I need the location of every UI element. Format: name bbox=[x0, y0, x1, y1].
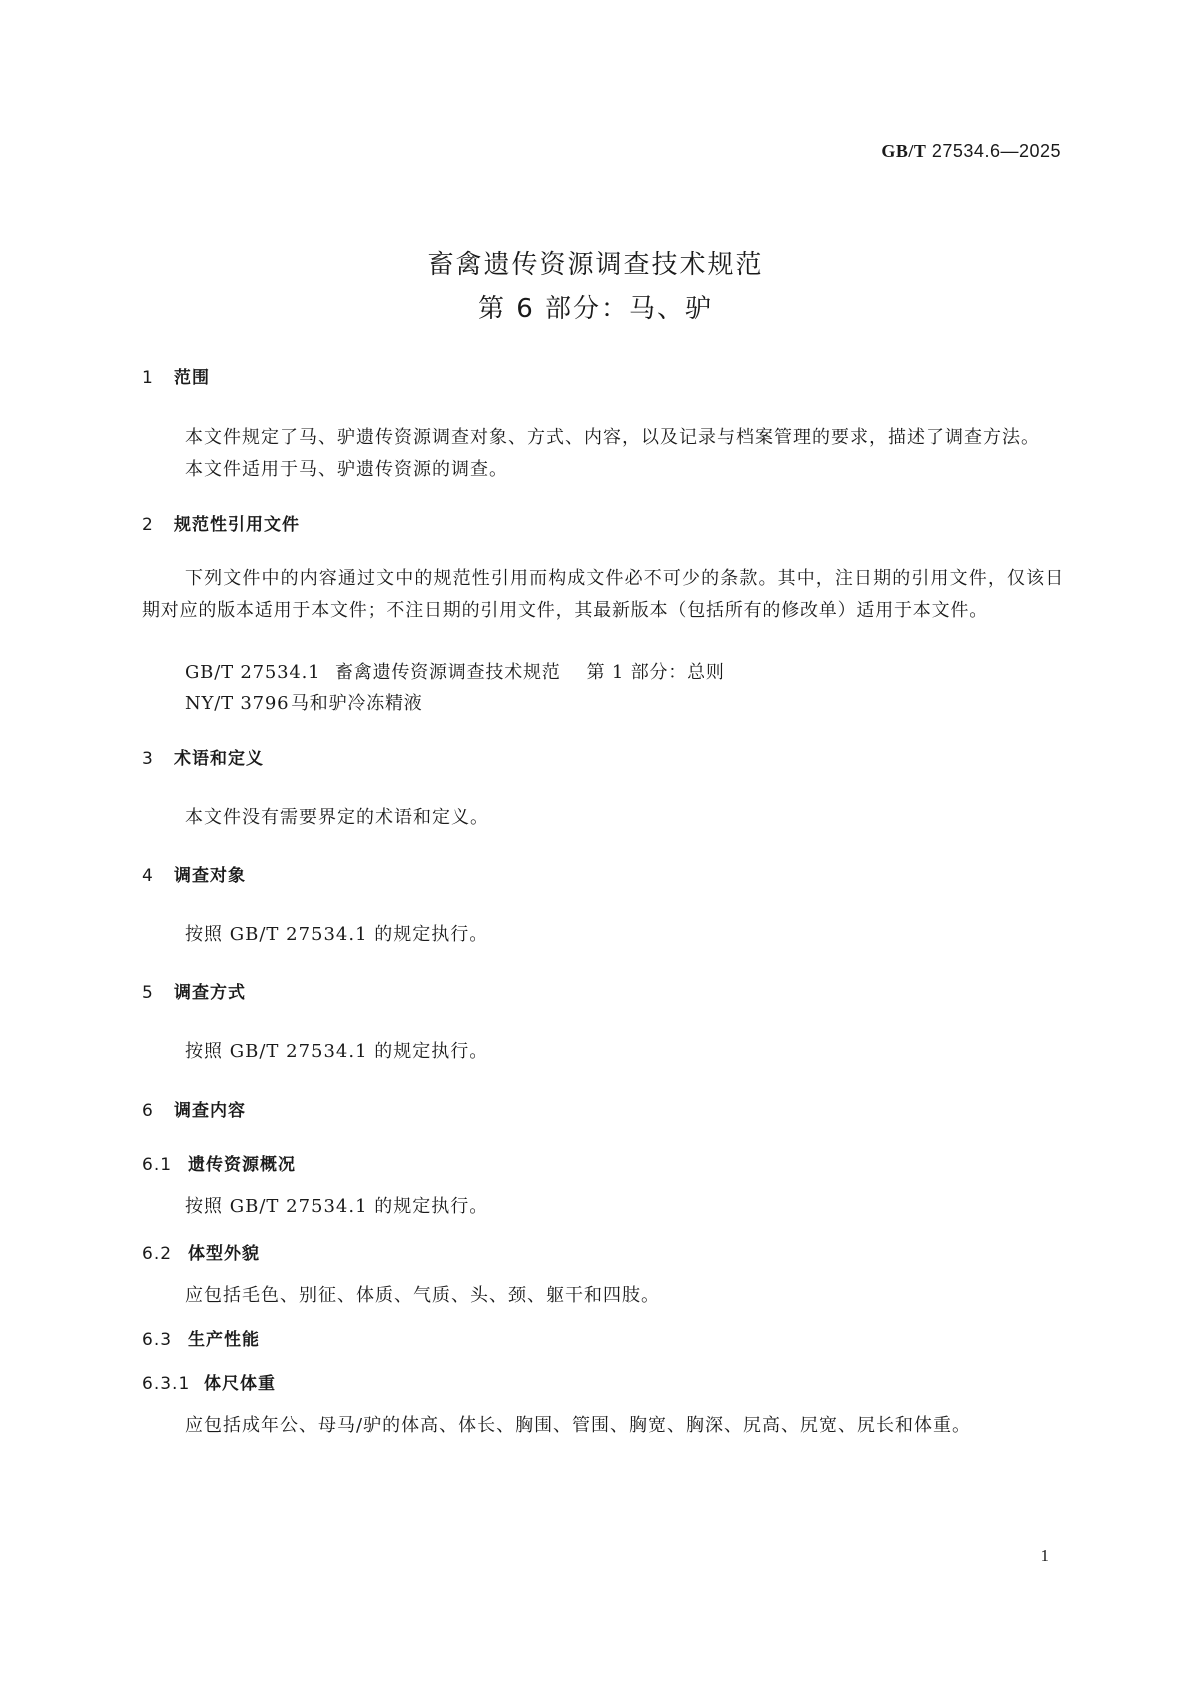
appearance-paragraph: 应包括毛色、别征、体质、气质、头、颈、躯干和四肢。 bbox=[185, 1285, 660, 1306]
section-title: 规范性引用文件 bbox=[174, 515, 300, 535]
section-number: 6.2 bbox=[142, 1244, 173, 1264]
normative-references-intro: 下列文件中的内容通过文中的规范性引用而构成文件必不可少的条款。其中，注日期的引用文件，仅该日期对应的版本适用于本文件；不注日期的引用文件，其最新版本（包括所有的修改单）适用于本文件。 bbox=[142, 568, 1064, 621]
standard-code-number: 27534.6—2025 bbox=[931, 141, 1061, 161]
document-title: 畜禽遗传资源调查技术规范 bbox=[427, 250, 764, 280]
section-title: 调查对象 bbox=[174, 866, 246, 886]
reference-code: NY/T 3796 bbox=[185, 693, 290, 714]
page-number: 1 bbox=[1040, 1546, 1049, 1565]
document-subtitle: 第 6 部分：马、驴 bbox=[477, 294, 714, 324]
reference-part: 第 1 部分：总则 bbox=[586, 662, 725, 683]
section-5-heading bbox=[142, 978, 246, 1003]
section-number: 6.3.1 bbox=[142, 1374, 191, 1394]
standard-code bbox=[881, 141, 1061, 162]
section-number: 5 bbox=[142, 983, 154, 1003]
standard-code-prefix: GB/T bbox=[881, 141, 927, 161]
section-3-heading bbox=[142, 744, 264, 769]
scope-paragraph-1: 本文件规定了马、驴遗传资源调查对象、方式、内容，以及记录与档案管理的要求，描述了调查方法。 bbox=[185, 427, 1040, 448]
reference-code: GB/T 27534.1 bbox=[185, 662, 321, 683]
section-6-1-heading bbox=[142, 1150, 296, 1175]
section-title: 体型外貌 bbox=[188, 1244, 260, 1264]
section-title: 范围 bbox=[174, 368, 210, 388]
section-title: 遗传资源概况 bbox=[188, 1155, 296, 1175]
survey-object-paragraph: 按照 GB/T 27534.1 的规定执行。 bbox=[185, 924, 489, 945]
section-6-3-heading bbox=[142, 1325, 260, 1350]
section-number: 6 bbox=[142, 1101, 154, 1121]
section-number: 3 bbox=[142, 749, 154, 769]
section-4-heading bbox=[142, 861, 246, 886]
section-title: 体尺体重 bbox=[204, 1374, 276, 1394]
reference-item bbox=[185, 658, 725, 684]
survey-method-paragraph: 按照 GB/T 27534.1 的规定执行。 bbox=[185, 1041, 489, 1062]
section-title: 生产性能 bbox=[188, 1330, 260, 1350]
body-measurement-paragraph: 应包括成年公、母马/驴的体高、体长、胸围、管围、胸宽、胸深、尻高、尻宽、尻长和体重。 bbox=[185, 1415, 972, 1436]
section-number: 2 bbox=[142, 515, 154, 535]
section-number: 4 bbox=[142, 866, 154, 886]
terms-paragraph: 本文件没有需要界定的术语和定义。 bbox=[185, 807, 489, 828]
scope-paragraph-2: 本文件适用于马、驴遗传资源的调查。 bbox=[185, 459, 508, 480]
section-1-heading bbox=[142, 363, 210, 388]
section-2-heading bbox=[142, 510, 300, 535]
section-6-heading bbox=[142, 1096, 246, 1121]
section-title: 调查方式 bbox=[174, 983, 246, 1003]
section-6-3-1-heading bbox=[142, 1369, 276, 1394]
section-number: 1 bbox=[142, 368, 154, 388]
section-title: 调查内容 bbox=[174, 1101, 246, 1121]
reference-title: 马和驴冷冻精液 bbox=[291, 693, 423, 714]
section-6-2-heading bbox=[142, 1239, 260, 1264]
reference-title: 畜禽遗传资源调查技术规范 bbox=[335, 662, 561, 683]
section-title: 术语和定义 bbox=[174, 749, 264, 769]
genetic-overview-paragraph: 按照 GB/T 27534.1 的规定执行。 bbox=[185, 1196, 489, 1217]
section-number: 6.1 bbox=[142, 1155, 173, 1175]
reference-item bbox=[185, 689, 423, 715]
section-number: 6.3 bbox=[142, 1330, 173, 1350]
